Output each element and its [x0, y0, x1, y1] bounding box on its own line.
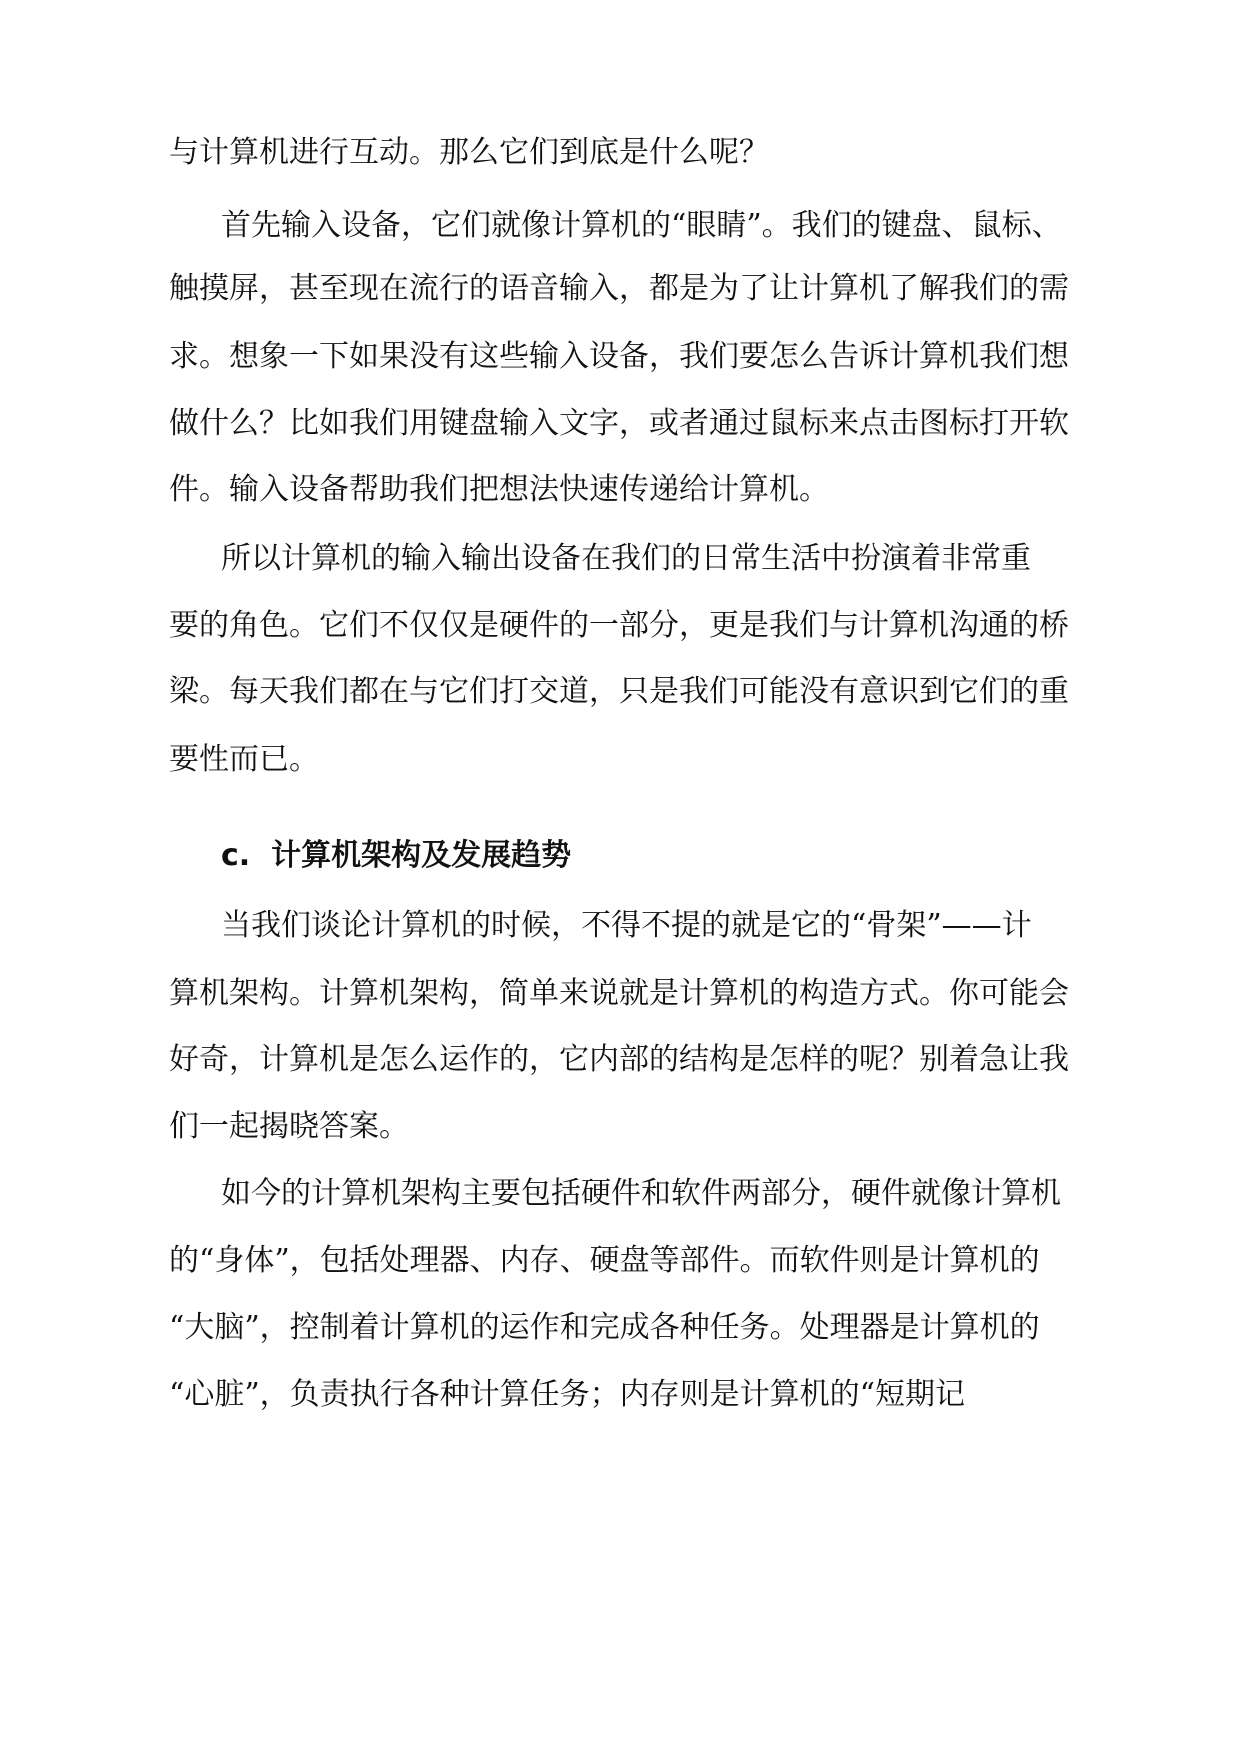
paragraph-line: [0, 466, 1241, 514]
paragraph-line: [0, 668, 1241, 716]
line-text: 如今的计算机架构主要包括硬件和软件两部分，硬件就像计算机: [221, 1176, 1061, 1211]
line-text: 算机架构。计算机架构，简单来说就是计算机的构造方式。你可能会: [169, 976, 1069, 1011]
paragraph-line: [0, 970, 1241, 1018]
paragraph-line: [0, 902, 1241, 950]
paragraph-line: [0, 602, 1241, 650]
paragraph-line: [0, 736, 1241, 784]
paragraph-line: [0, 1304, 1241, 1352]
section-heading: [0, 832, 1241, 880]
paragraph-line: [0, 1371, 1241, 1419]
line-text: 首先输入设备，它们就像计算机的“眼睛”。我们的键盘、鼠标、: [221, 208, 1062, 243]
paragraph-line: [0, 265, 1241, 313]
paragraph-line: [0, 1237, 1241, 1285]
paragraph-line: [0, 535, 1241, 583]
line-text: 梁。每天我们都在与它们打交道，只是我们可能没有意识到它们的重: [169, 674, 1069, 709]
paragraph-line: [0, 1103, 1241, 1151]
line-text: 件。输入设备帮助我们把想法快速传递给计算机。: [169, 472, 829, 507]
paragraph-line: [0, 1036, 1241, 1084]
line-text: 好奇，计算机是怎么运作的，它内部的结构是怎样的呢？别着急让我: [169, 1042, 1069, 1077]
line-text: 要的角色。它们不仅仅是硬件的一部分，更是我们与计算机沟通的桥: [169, 608, 1069, 643]
line-text: 所以计算机的输入输出设备在我们的日常生活中扮演着非常重: [221, 541, 1031, 576]
heading-text: c. 计算机架构及发展趋势: [221, 838, 572, 873]
line-text: 触摸屏，甚至现在流行的语音输入，都是为了让计算机了解我们的需: [169, 271, 1069, 306]
line-text: 要性而已。: [169, 742, 319, 777]
paragraph-line: [0, 129, 1241, 177]
paragraph-line: [0, 333, 1241, 381]
line-text: 做什么？比如我们用键盘输入文字，或者通过鼠标来点击图标打开软: [169, 406, 1069, 441]
line-text: 与计算机进行互动。那么它们到底是什么呢？: [169, 135, 769, 170]
paragraph-line: [0, 1170, 1241, 1218]
line-text: 求。想象一下如果没有这些输入设备，我们要怎么告诉计算机我们想: [169, 339, 1069, 374]
line-text: 当我们谈论计算机的时候，不得不提的就是它的“骨架”——计: [221, 908, 1032, 943]
paragraph-line: [0, 400, 1241, 448]
line-text: “心脏”，负责执行各种计算任务；内存则是计算机的“短期记: [169, 1377, 966, 1412]
line-text: “大脑”，控制着计算机的运作和完成各种任务。处理器是计算机的: [169, 1310, 1040, 1345]
paragraph-line: [0, 202, 1241, 250]
line-text: 们一起揭晓答案。: [169, 1109, 409, 1144]
line-text: 的“身体”，包括处理器、内存、硬盘等部件。而软件则是计算机的: [169, 1243, 1040, 1278]
